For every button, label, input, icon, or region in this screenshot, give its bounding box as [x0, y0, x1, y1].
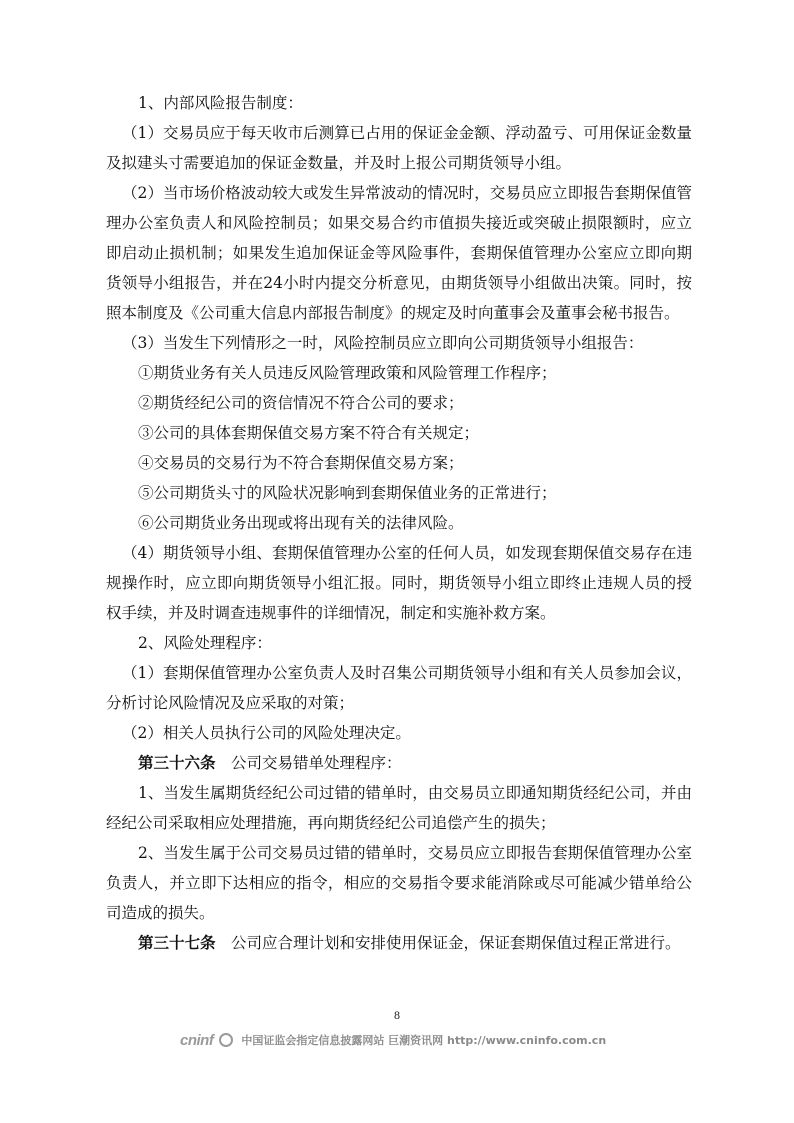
- paragraph: （4）期货领导小组、套期保值管理办公室的任何人员，如发现套期保值交易存在违规操作时，应立即向期货领导小组汇报。同时，期货领导小组立即终止违规人员的授权手续，并及时调查违规事件的详细情况，制定和实施补救方案。: [106, 544, 692, 622]
- article-heading: 第三十六条: [138, 753, 216, 772]
- paragraph: 1、当发生属期货经纪公司过错的错单时，由交易员立即通知期货经纪公司，并由经纪公司采取相应处理措施，再向期货经纪公司追偿产生的损失；: [106, 784, 692, 832]
- logo-mark-icon: [219, 1033, 233, 1047]
- list-item: ⑥公司期货业务出现或将出现有关的法律风险。: [138, 514, 464, 532]
- cninfo-logo: cninf: [180, 1031, 214, 1049]
- list-item: ③公司的具体套期保值交易方案不符合有关规定；: [138, 424, 480, 442]
- article-36: [106, 748, 692, 778]
- article-heading: 第三十七条: [138, 933, 216, 952]
- paragraph: （2）当市场价格波动较大或发生异常波动的情况时，交易员应立即报告套期保值管理办公室负责人和风险控制员；如果交易合约市值损失接近或突破止损限额时，应立即启动止损机制；如果发生追加保证金等风险事件，套期保值管理办公室应立即向期货领导小组报告，并在24小时内提交分析意见，由期货领导小组做出决策。同时，按照本制度及《公司重大信息内部报告制度》的规定及时向董事会及董事会秘书报告。: [106, 184, 692, 322]
- document-body: [106, 88, 692, 958]
- article-text: 公司应合理计划和安排使用保证金，保证套期保值过程正常进行。: [215, 934, 681, 952]
- section-heading-risk-handling: 2、风险处理程序：: [138, 634, 272, 652]
- list-item: ①期货业务有关人员违反风险管理政策和风险管理工作程序；: [138, 364, 557, 382]
- paragraph: 2、当发生属于公司交易员过错的错单时，交易员应立即报告套期保值管理办公室负责人，并立即下达相应的指令，相应的交易指令要求能消除或尽可能减少错单给公司造成的损失。: [106, 844, 692, 922]
- footer: [180, 1030, 606, 1050]
- paragraph: （1）交易员应于每天收市后测算已占用的保证金金额、浮动盈亏、可用保证金数量及拟建头寸需要追加的保证金数量，并及时上报公司期货领导小组。: [106, 124, 692, 172]
- list-item: ②期货经纪公司的资信情况不符合公司的要求；: [138, 394, 464, 412]
- paragraph: （2）相关人员执行公司的风险处理决定。: [122, 724, 411, 742]
- list-item: ⑤公司期货头寸的风险状况影响到套期保值业务的正常进行；: [138, 484, 557, 502]
- article-37: [106, 928, 692, 958]
- paragraph: （3）当发生下列情形之一时，风险控制员应立即向公司期货领导小组报告：: [122, 334, 644, 352]
- section-heading-internal-risk-report: 1、内部风险报告制度：: [138, 94, 303, 112]
- footer-text: 中国证监会指定信息披露网站 巨潮资讯网 http://www.cninfo.com.cn: [241, 1034, 607, 1047]
- article-text: 公司交易错单处理程序：: [215, 754, 402, 772]
- page-number: 8: [394, 1008, 400, 1022]
- list-item: ④交易员的交易行为不符合套期保值交易方案；: [138, 454, 464, 472]
- paragraph: （1）套期保值管理办公室负责人及时召集公司期货领导小组和有关人员参加会议，分析讨论风险情况及应采取的对策；: [106, 664, 692, 712]
